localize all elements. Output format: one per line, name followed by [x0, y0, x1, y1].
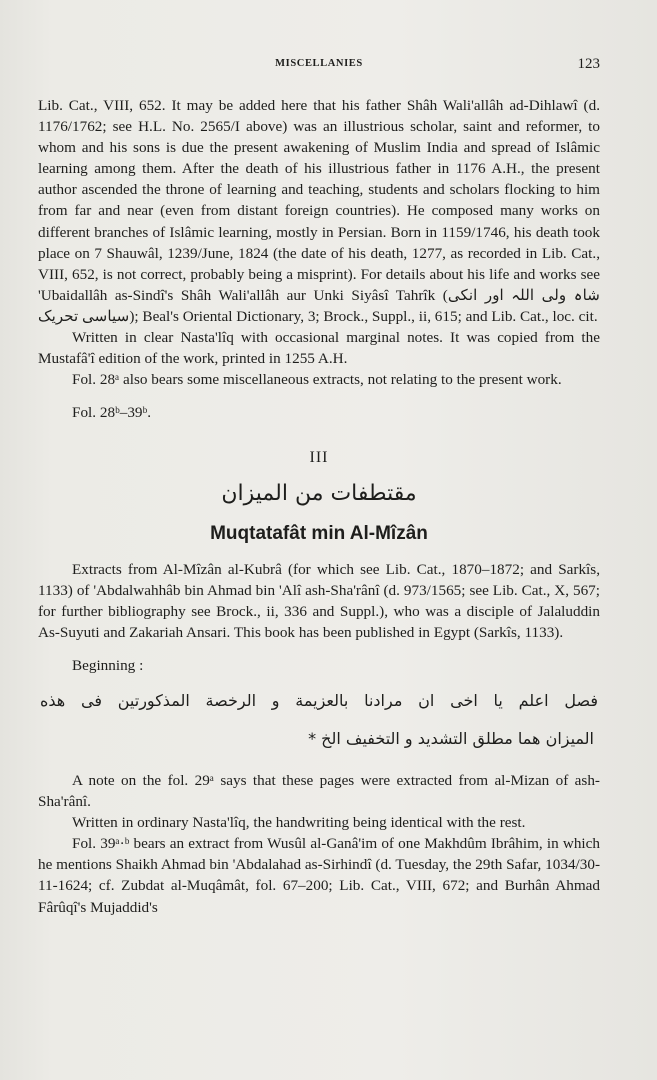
- folio-range: Fol. 28ᵇ–39ᵇ.: [72, 404, 152, 422]
- paragraph-fol-39: Fol. 39ᵃ·ᵇ bears an extract from Wusûl al-Ganâ'im of one Makhdûm Ibrâhim, in which he mentions Shaikh Ahmad bin 'Abdalahad as-Sirhindî (d. Tuesday, the 29th Safar, 1034/30-11-1624; cf. Zubdat al-Muqâmât, fol. 67–200; Lib. Cat., VIII, 672; and Burhân Ahmad Fârûqî's Mujaddid's: [38, 835, 600, 916]
- section-arabic-title: مقتطفات من الميزان: [221, 480, 417, 506]
- page-body: [38, 95, 600, 918]
- paragraph-script-note: Written in clear Nasta'lîq with occasional marginal notes. It was copied from the Mustafâ'î edition of the work, printed in 1255 A.H.: [38, 329, 600, 368]
- paragraph-bio-continued: Lib. Cat., VIII, 652. It may be added here that his father Shâh Wali'allâh ad-Dihlawî (d. 1176/1762; see H.L. No. 2565/I above) was an illustrious scholar, saint and reformer, to whom and his sons is due the present awakening of Muslim India and spread of Islâmic learning among them. After the death of his illustrious father in 1176 A.H., the present author ascended the throne of learning and teaching, students and scholars flocking to him from far and near (even from distant foreign countries). He composed many works on different branches of Islâmic learning, mostly in Persian. Born in 1159/1746, his death took place on 7 Shauwâl, 1239/June, 1824 (the date of his death, 1277, as recorded in Lib. Cat., VIII, 652, is not correct, probably being a misprint). For details about his life and works see 'Ubaidallâh as-Sindî's Shâh Wali'allâh aur Unki Siyâsî Tahrîk (شاہ ولی اللہ اور انکی سیاسی تحریک); Beal's Oriental Dictionary, 3; Brock., Suppl., ii, 615; and Lib. Cat., loc. cit.: [38, 97, 600, 325]
- beginning-label: Beginning :: [72, 656, 144, 674]
- arabic-incipit-line-2: الميزان هما مطلق التشديد و التخفيف الخ *: [308, 728, 594, 748]
- paragraph-fol-28a: Fol. 28ᵃ also bears some miscellaneous extracts, not relating to the present work.: [72, 371, 562, 389]
- page-number: 123: [577, 56, 600, 72]
- section-title: Muqtatafât min Al-Mîzân: [210, 522, 428, 544]
- paragraph-fol-29a-note: A note on the fol. 29ᵃ says that these pages were extracted from al-Mizan of ash-Sha'rânî.: [38, 771, 600, 811]
- paragraph-extracts-description: Extracts from Al-Mîzân al-Kubrâ (for which see Lib. Cat., 1870–1872; and Sarkîs, 1133) of 'Abdalwahhâb bin Ahmad bin 'Alî ash-Sha'rânî (d. 973/1565; see Lib. Cat., X, 567; for further bibliography see Brock., ii, 336 and Suppl.), who was a disciple of Jalaluddin As-Suyuti and Zakariah Ansari. This book has been published in Egypt (Sarkîs, 1133).: [38, 560, 600, 641]
- arabic-incipit-line-1: فصل اعلم يا اخى ان مرادنا بالعزيمة و الرخصة المذكورتين فى هذه: [40, 690, 598, 710]
- section-number: III: [309, 449, 329, 467]
- paragraph-handwriting: Written in ordinary Nasta'lîq, the handwriting being identical with the rest.: [72, 814, 526, 832]
- running-head: MISCELLANIES: [275, 58, 363, 69]
- arabic-incipit: [38, 682, 600, 758]
- page-header: [38, 58, 600, 78]
